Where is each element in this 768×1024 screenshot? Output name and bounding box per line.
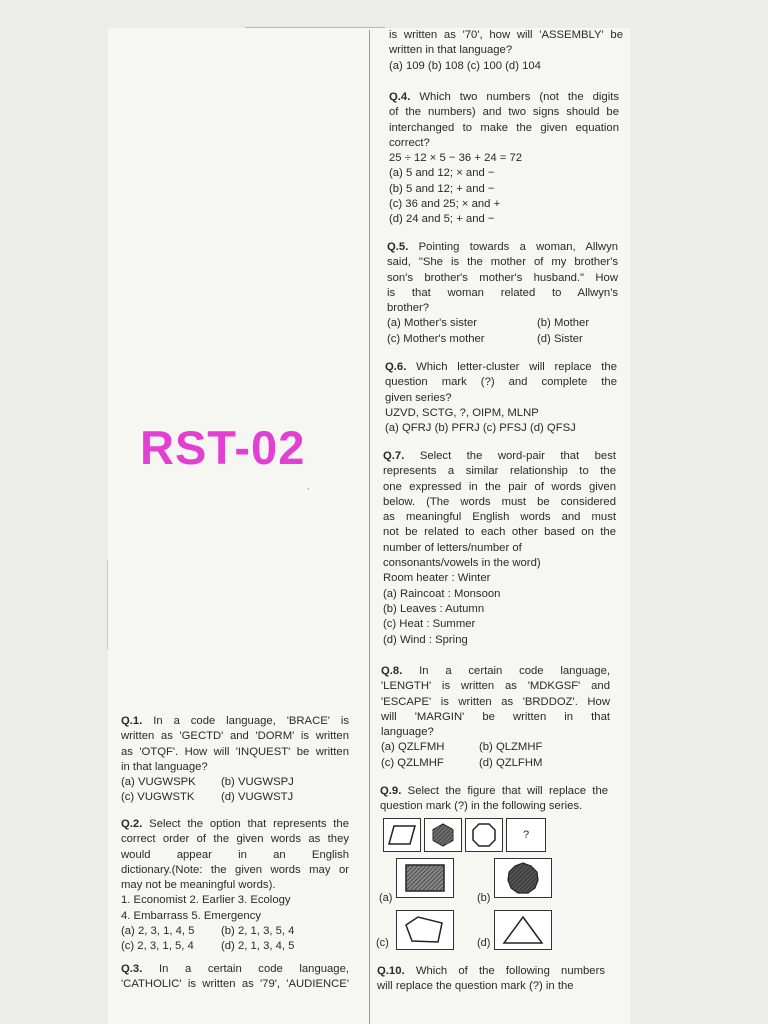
series-figure-3 <box>465 818 503 852</box>
option-c-figure[interactable] <box>396 910 454 950</box>
question-1: Q.1. In a code language, 'BRACE' is written as 'GECTD' and 'DORM' is written as 'OTQF'. How will 'INQUEST' be written in that language? (a) VUGWSPK (b) VUGWSPJ (c) VUGWSTK (d) VUGWSTJ <box>121 715 349 804</box>
option-a-label: (a) <box>379 892 393 904</box>
parallelogram-icon <box>387 824 417 846</box>
question-8: Q.8. In a certain code language, 'LENGTH' is written as 'MDKGSF' and 'ESCAPE' is written as 'BRDDOZ'. How will 'MARGIN' be written in that language? (a) QZLFMH (b) QLZMHF (c) QZLMHF (d) QZLFHM <box>381 665 610 769</box>
question-3-continued: is written as '70', how will 'ASSEMBLY' be written in that language? (a) 109 (b) 108 (c) 100 (d) 104 <box>389 29 623 72</box>
question-3: Q.3. In a certain code language, 'CATHOLIC' is written as '79', 'AUDIENCE' <box>121 963 350 991</box>
stray-mark: ˋ <box>307 487 310 497</box>
column-divider <box>369 30 370 1024</box>
option-b-label: (b) <box>477 892 491 904</box>
question-2: Q.2. Select the option that represents the correct order of the given words as they would appear in an English dictionary.(Note: the given words may or may not be meaningful words). 1. Economist 2. Earlier 3. Ecology 4. Embarrass 5. Emergency (a) 2, 3, 1, 4, 5 (b) 2, 1, 3, 5, 4 (c) 2, 3, 1, 5, 4 (d) 2, 1, 3, 4, 5 <box>121 818 350 953</box>
shaded-polygon-icon <box>506 861 540 895</box>
question-7: Q.7. Select the word-pair that best represents a similar relationship to the one expressed in the pair of words given below. (The words must be considered as meaningful English words and must not be related to each other based on the number of letters/number of consonants/vowels in the word) Room heater : Winter (a) Raincoat : Monsoon (b) Leaves : Autumn (c) Heat : Summer (d) Wind : Spring <box>383 450 616 646</box>
question-4: Q.4. Which two numbers (not the digits of the numbers) and two signs should be interchanged to make the given equation correct? 25 ÷ 12 × 5 − 36 + 24 = 72 (a) 5 and 12; × and − (b) 5 and 12; + and − (c) 36 and 25; × and + (d) 24 and 5; + and − <box>389 91 619 226</box>
option-d-label: (d) <box>477 937 491 949</box>
hexagon-icon <box>430 822 456 848</box>
octagon-icon <box>470 821 498 849</box>
watermark-label: RST-02 <box>140 421 306 474</box>
triangle-icon <box>501 914 545 946</box>
option-a-figure[interactable] <box>396 858 454 898</box>
top-rule <box>245 27 385 28</box>
series-figure-1 <box>383 818 421 852</box>
shaded-square-icon <box>403 863 447 893</box>
question-6: Q.6. Which letter-cluster will replace the question mark (?) and complete the given series? UZVD, SCTG, ?, OIPM, MLNP (a) QFRJ (b) PFRJ (c) PFSJ (d) QFSJ <box>385 361 617 435</box>
question-5: Q.5. Pointing towards a woman, Allwyn said, "She is the mother of my brother's son's brother's mother's husband." How is that woman related to Allwyn's brother? (a) Mother's sister (b) Mother (c) Mother's mother (d) Sister <box>387 241 618 345</box>
option-d-figure[interactable] <box>494 910 552 950</box>
series-figure-question: ? <box>506 818 546 852</box>
option-c-label: (c) <box>376 937 389 949</box>
question-9: Q.9. Select the figure that will replace the question mark (?) in the following series. <box>380 785 609 813</box>
margin-rule <box>107 560 108 650</box>
question-10: Q.10. Which of the following numbers will replace the question mark (?) in the <box>377 965 605 993</box>
pentagon-icon <box>402 915 448 945</box>
option-b-figure[interactable] <box>494 858 552 898</box>
series-figure-2 <box>424 818 462 852</box>
figure-series <box>383 818 546 852</box>
